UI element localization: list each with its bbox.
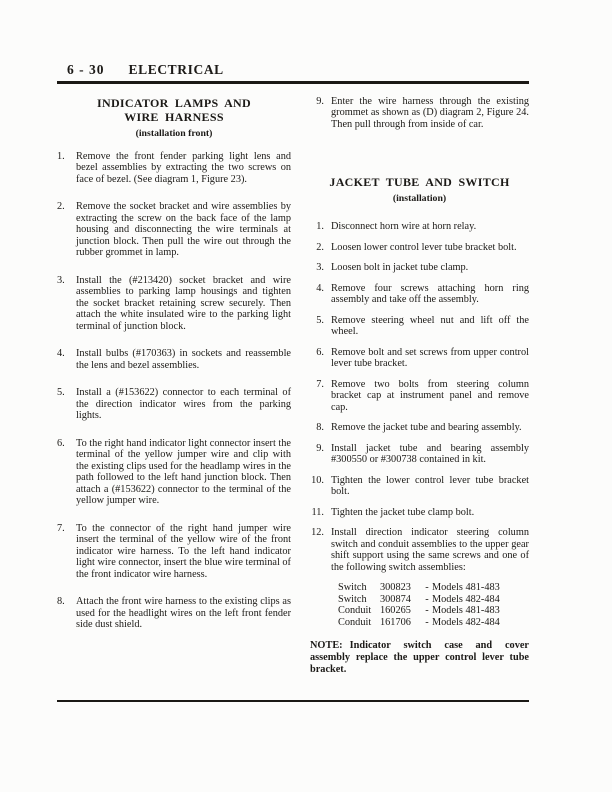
item-number: 9. [316,442,324,454]
list-item [57,275,291,333]
left-column [57,96,291,676]
item-text: Install a (#153622) connector to each terminal of the direction indicator wires from the parking lights. [76,387,291,421]
part-number: 161706 [380,616,411,628]
part-models: Models 482-484 [432,616,500,628]
item-text: Remove two bolts from steering column bracket cap at instrument panel and remove cap. [331,378,529,413]
section-subtitle: (installation front) [135,127,213,139]
two-column-layout [57,96,529,676]
list-item [310,507,529,519]
running-header [57,62,529,78]
separator: - [425,616,429,628]
item-text: Remove steering wheel nut and lift off the wheel. [331,314,529,337]
list-item [57,438,291,507]
jacket-steps-list [310,221,529,573]
part-number: 160265 [380,605,411,616]
note-paragraph [310,640,529,675]
list-item [310,443,529,466]
list-item [310,96,529,131]
parts-list [310,582,529,628]
item-text: Remove the front fender parking light lens and bezel assemblies by extracting the two screws on face of bezel. (See diagram 1, Figure 23). [76,150,291,185]
part-number: 300823 [380,582,411,593]
list-item [310,347,529,370]
list-item [310,221,529,233]
list-item [310,422,529,434]
separator: - [425,605,429,616]
part-models: Models 481-483 [432,582,500,593]
item-text: Install bulbs (#170363) in sockets and reassemble the lens and bezel assemblies. [76,348,291,371]
item-number: 6. [57,437,65,449]
item-number: 11. [311,506,324,518]
part-type: Switch [338,593,367,605]
list-item [310,283,529,306]
item-text: Remove the socket bracket and wire assemblies by extracting the screw on the back face of the lamp housing and disconnecting the wire terminals at junction block. Then pull the wire out through the rubber grommet in lamp. [76,201,291,258]
list-item [57,387,291,422]
item-text: Tighten the lower control lever tube bracket bolt. [331,474,529,497]
indicator-section-heading [57,96,291,139]
indicator-steps-continued [310,96,529,131]
item-number: 6. [316,346,324,358]
item-text: Remove four screws attaching horn ring assembly and take off the assembly. [331,282,529,305]
part-models: Models 481-483 [432,605,500,616]
item-text: Remove bolt and set screws from upper control lever tube bracket. [331,346,529,369]
item-text: To the connector of the right hand jumper wire insert the terminal of the yellow wire of the front indicator wire harness. To the left hand indicator light wire connector, insert the blue wire terminal of the front indicator wire harness. [76,522,291,580]
part-number: 300874 [380,593,411,605]
list-item [310,527,529,573]
item-number: 7. [316,378,324,390]
part-models: Models 482-484 [432,593,500,605]
section-title-line2: WIRE HARNESS [124,109,224,124]
list-item [57,523,291,581]
item-number: 8. [316,422,324,433]
list-item [57,151,291,186]
item-number: 9. [316,95,324,107]
list-item [310,475,529,498]
indicator-steps-list [57,151,291,631]
list-item [310,379,529,414]
note-label: NOTE: [310,640,343,651]
note-text: Indicator switch case and cover assembly replace the upper control lever tube bracket. [310,640,529,675]
item-text: Install jacket tube and bearing assembly #300550 or #300738 contained in kit. [331,442,529,465]
item-text: Disconnect horn wire at horn relay. [331,221,477,232]
header-rule [57,81,529,84]
item-number: 10. [311,474,324,486]
page-number: 6 - 30 [67,62,105,77]
item-number: 5. [316,314,324,326]
page-content [57,62,529,675]
item-number: 12. [311,527,324,538]
list-item [310,262,529,274]
item-number: 4. [316,282,324,294]
list-item [310,242,529,254]
item-number: 8. [57,596,65,607]
item-number: 7. [57,522,65,534]
list-item [57,201,291,259]
parts-row [338,617,529,629]
list-item [57,596,291,631]
item-text: To the right hand indicator light connector insert the terminal of the yellow jumper wire and clip with the existing clips used for the headlamp wires in the path followed to the left hand junction block. Then attach a (#153622) connector to the terminal of the yellow jumper wire. [76,437,291,506]
item-text: Tighten the jacket tube clamp bolt. [331,506,475,518]
parts-row [338,605,529,617]
item-text: Loosen lower control lever tube bracket bolt. [331,241,517,253]
part-type: Conduit [338,616,372,628]
item-number: 1. [57,150,65,162]
list-item [310,315,529,338]
item-text: Loosen bolt in jacket tube clamp. [331,262,469,273]
footer-rule [57,700,529,702]
item-text: Attach the front wire harness to the existing clips as used for the headlight wires on the left front fender side dust shield. [76,596,291,630]
jacket-section-heading [310,175,529,204]
item-number: 2. [57,201,65,212]
section-title: JACKET TUBE AND SWITCH [329,175,510,189]
item-number: 4. [57,348,65,359]
item-text: Remove the jacket tube and bearing assembly. [331,422,522,433]
item-number: 3. [316,262,324,273]
item-number: 1. [316,221,324,232]
list-item [57,348,291,371]
right-column [310,96,529,676]
item-text: Enter the wire harness through the existing grommet as shown as (D) diagram 2, Figure 24. Then pull through from inside of car. [331,95,529,130]
section-subtitle: (installation) [392,193,447,204]
separator: - [425,593,429,605]
chapter-title: ELECTRICAL [128,62,224,77]
parts-row [338,582,529,594]
part-type: Switch [338,582,367,593]
item-number: 3. [57,274,65,286]
item-number: 5. [57,387,65,398]
item-text: Install the (#213420) socket bracket and wire assemblies to parking lamp housings and tighten the socket bracket retaining screw securely. Then attach the white insulated wire to the parking light terminal of junction block. [76,274,291,332]
part-type: Conduit [338,605,372,616]
separator: - [425,582,429,593]
item-text: Install direction indicator steering column switch and conduit assemblies to the upper gear shift support using the same screws and one of the following switch assemblies: [331,527,529,573]
item-number: 2. [316,241,324,253]
parts-row [338,594,529,606]
section-title-line1: INDICATOR LAMPS AND [97,95,251,110]
